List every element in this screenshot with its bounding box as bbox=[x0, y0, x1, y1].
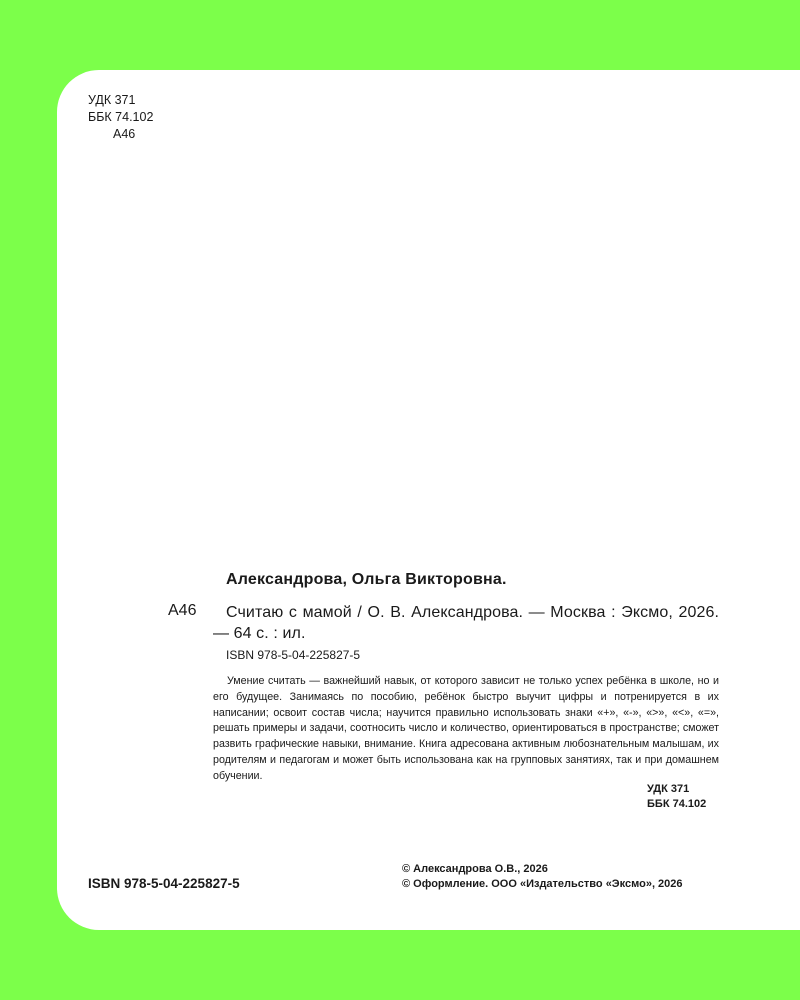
catalog-author-mark: А46 bbox=[168, 602, 197, 619]
book-page bbox=[57, 70, 800, 930]
author-mark: А46 bbox=[113, 127, 136, 141]
copyright-block bbox=[402, 862, 683, 892]
copyright-design: © Оформление. ООО «Издательство «Эксмо», 2026 bbox=[402, 878, 683, 890]
catalog-title-entry: Считаю с мамой / О. В. Александрова. — Москва : Эксмо, 2026. — 64 с. : ил. bbox=[213, 604, 719, 642]
copyright-author: © Александрова О.В., 2026 bbox=[402, 863, 548, 875]
bbk-code-bottom: ББК 74.102 bbox=[647, 798, 707, 810]
catalog-isbn: ISBN 978-5-04-225827-5 bbox=[226, 648, 361, 662]
udk-code: УДК 371 bbox=[88, 93, 136, 107]
footer-isbn: ISBN 978-5-04-225827-5 bbox=[88, 876, 240, 891]
udk-code-bottom: УДК 371 bbox=[647, 783, 690, 795]
classification-codes-bottom bbox=[647, 782, 706, 812]
catalog-author: Александрова, Ольга Викторовна. bbox=[226, 571, 507, 588]
classification-codes-top bbox=[88, 92, 153, 143]
bbk-code: ББК 74.102 bbox=[88, 110, 154, 124]
catalog-abstract: Умение считать — важнейший навык, от которого зависит не только успех ребёнка в школе, но и его будущее. Занимаясь по пособию, ребёнок быстро выучит цифры и потренируется в их написании; освоит состав числа; научится правильно использовать знаки «+», «-», «>», «<», «=», решать примеры и задачи, соотносить число и количество, ориентироваться в пространстве; сможет развить графические навыки, внимание. Книга адресована активным любознательным малышам, их родителям и педагогам и может быть использована как на групповых занятиях, так и при домашнем обучении. bbox=[213, 675, 719, 782]
